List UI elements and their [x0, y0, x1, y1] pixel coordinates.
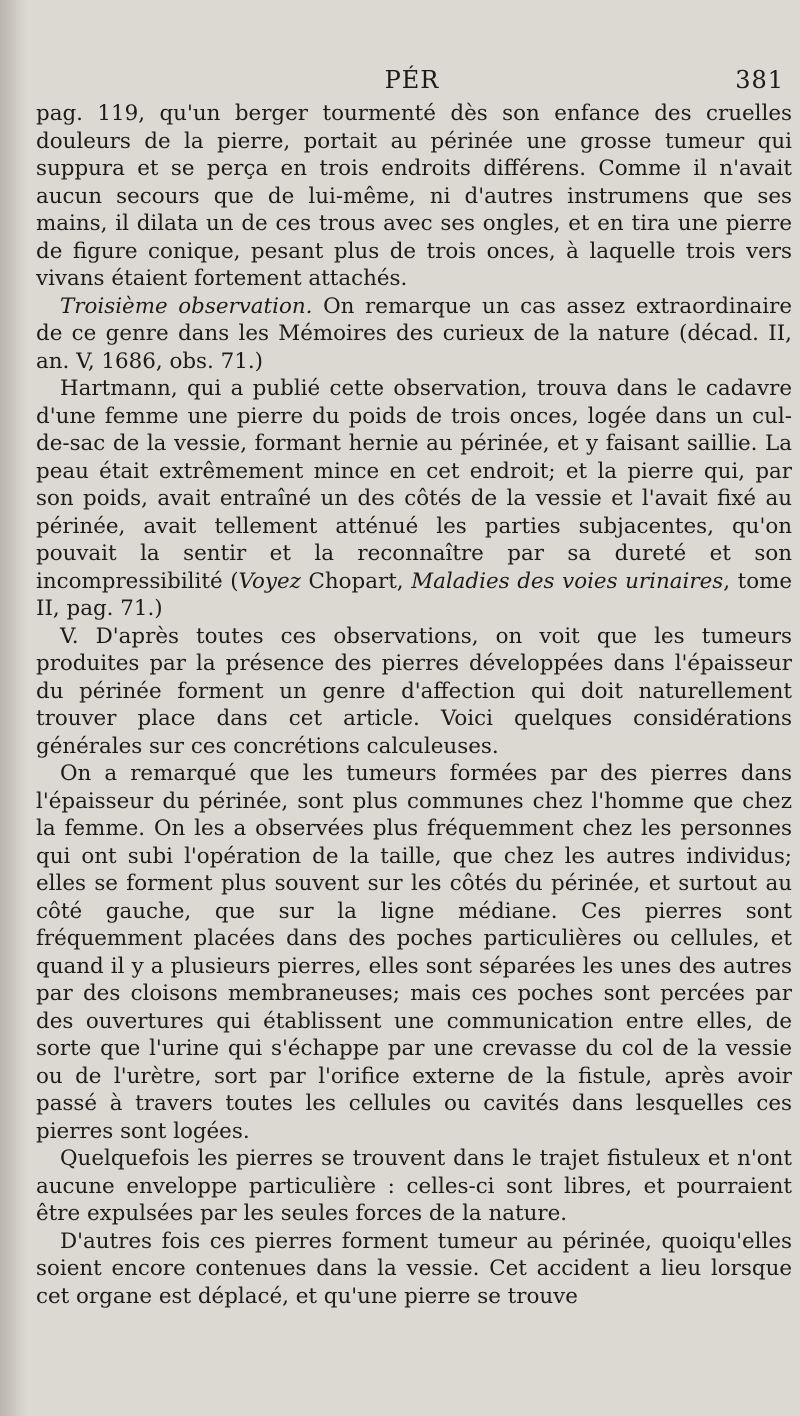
paragraph [36, 1228, 792, 1311]
text-run: , tome II, pag. 71.) [36, 568, 793, 621]
text-run: Hartmann, qui a publié cette observation, trouva dans le cadavre d'une femme une pierre du poids de trois onces, logée dans un cul-de-sac de la vessie, formant hernie au périnée, et y faisant saillie. La peau était extrêmement mince en cet endroit; et la pierre qui, par son poids, avait entraîné un des côtés de la vessie et l'avait fixé au périnée, avait tellement atténué les parties subjacentes, qu'on pouvait la sentir et la reconnaître par sa dureté et son incompressibilité ( [36, 376, 792, 594]
reference-voyez: Voyez [238, 568, 301, 594]
paragraph [36, 760, 792, 1145]
text-run: pag. 119, qu'un berger tourmenté dès son enfance des cruelles douleurs de la pierre, portait au périnée une grosse tumeur qui suppura et se perça en trois endroits différens. Comme il n'avait aucun secours que de lui-même, ni d'autres instrumens que ses mains, il dilata un de ces trous avec ses ongles, et en tira une pierre de figure conique, pesant plus de trois onces, à laquelle trois vers vivans étaient fortement attachés. [36, 101, 792, 291]
text-run: On a remarqué que les tumeurs formées par des pierres dans l'épaisseur du périnée, sont plus communes chez l'homme que chez la femme. On les a observées plus fréquemment chez les personnes qui ont subi l'opération de la taille, que chez les autres individus; elles se forment plus souvent sur les côtés du périnée, et surtout au côté gauche, que sur la ligne médiane. Ces pierres sont fréquemment placées dans des poches particulières ou cellules, et quand il y a plusieurs pierres, elles sont séparées les unes des autres par des cloisons membraneuses; mais ces poches sont percées par des ouvertures qui établissent une communication entre elles, de sorte que l'urine qui s'échappe par une crevasse du col de la vessie ou de l'urètre, sort par l'orifice externe de la fistule, après avoir passé à travers toutes les cellules ou cavités dans lesquelles ces pierres sont logées. [36, 761, 792, 1144]
binding-shadow [0, 0, 28, 1416]
text-run: Chopart, [300, 568, 412, 594]
paragraph [36, 375, 792, 623]
page-number: 381 [735, 66, 784, 94]
body-text [36, 100, 792, 1310]
paragraph [36, 293, 792, 376]
reference-title: Maladies des voies urinaires [411, 568, 724, 594]
paragraph [36, 1145, 792, 1228]
observation-heading: Troisième observation. [60, 293, 313, 319]
page-header [40, 66, 784, 100]
text-run: On remarque un cas assez extraordinaire de ce genre dans les Mémoires des curieux de la nature (décad. II, an. V, 1686, obs. 71.) [36, 293, 793, 374]
text-run: Quelquefois les pierres se trouvent dans le trajet fistuleux et n'ont aucune enveloppe particulière : celles-ci sont libres, et pourraient être expulsées par les seules forces de la nature. [36, 1146, 792, 1226]
text-run: D'autres fois ces pierres forment tumeur au périnée, quoiqu'elles soient encore contenues dans la vessie. Cet accident a lieu lorsque cet organe est déplacé, et qu'une pierre se trouve [36, 1228, 792, 1309]
paragraph [36, 623, 792, 761]
paragraph [36, 100, 792, 293]
running-head: PÉR [384, 66, 440, 94]
text-run: V. D'après toutes ces observations, on voit que les tumeurs produites par la présence des pierres développées dans l'épaisseur du périnée forment un genre d'affection qui doit naturellement trouver place dans cet article. Voici quelques considérations générales sur ces concrétions calculeuses. [36, 623, 792, 759]
